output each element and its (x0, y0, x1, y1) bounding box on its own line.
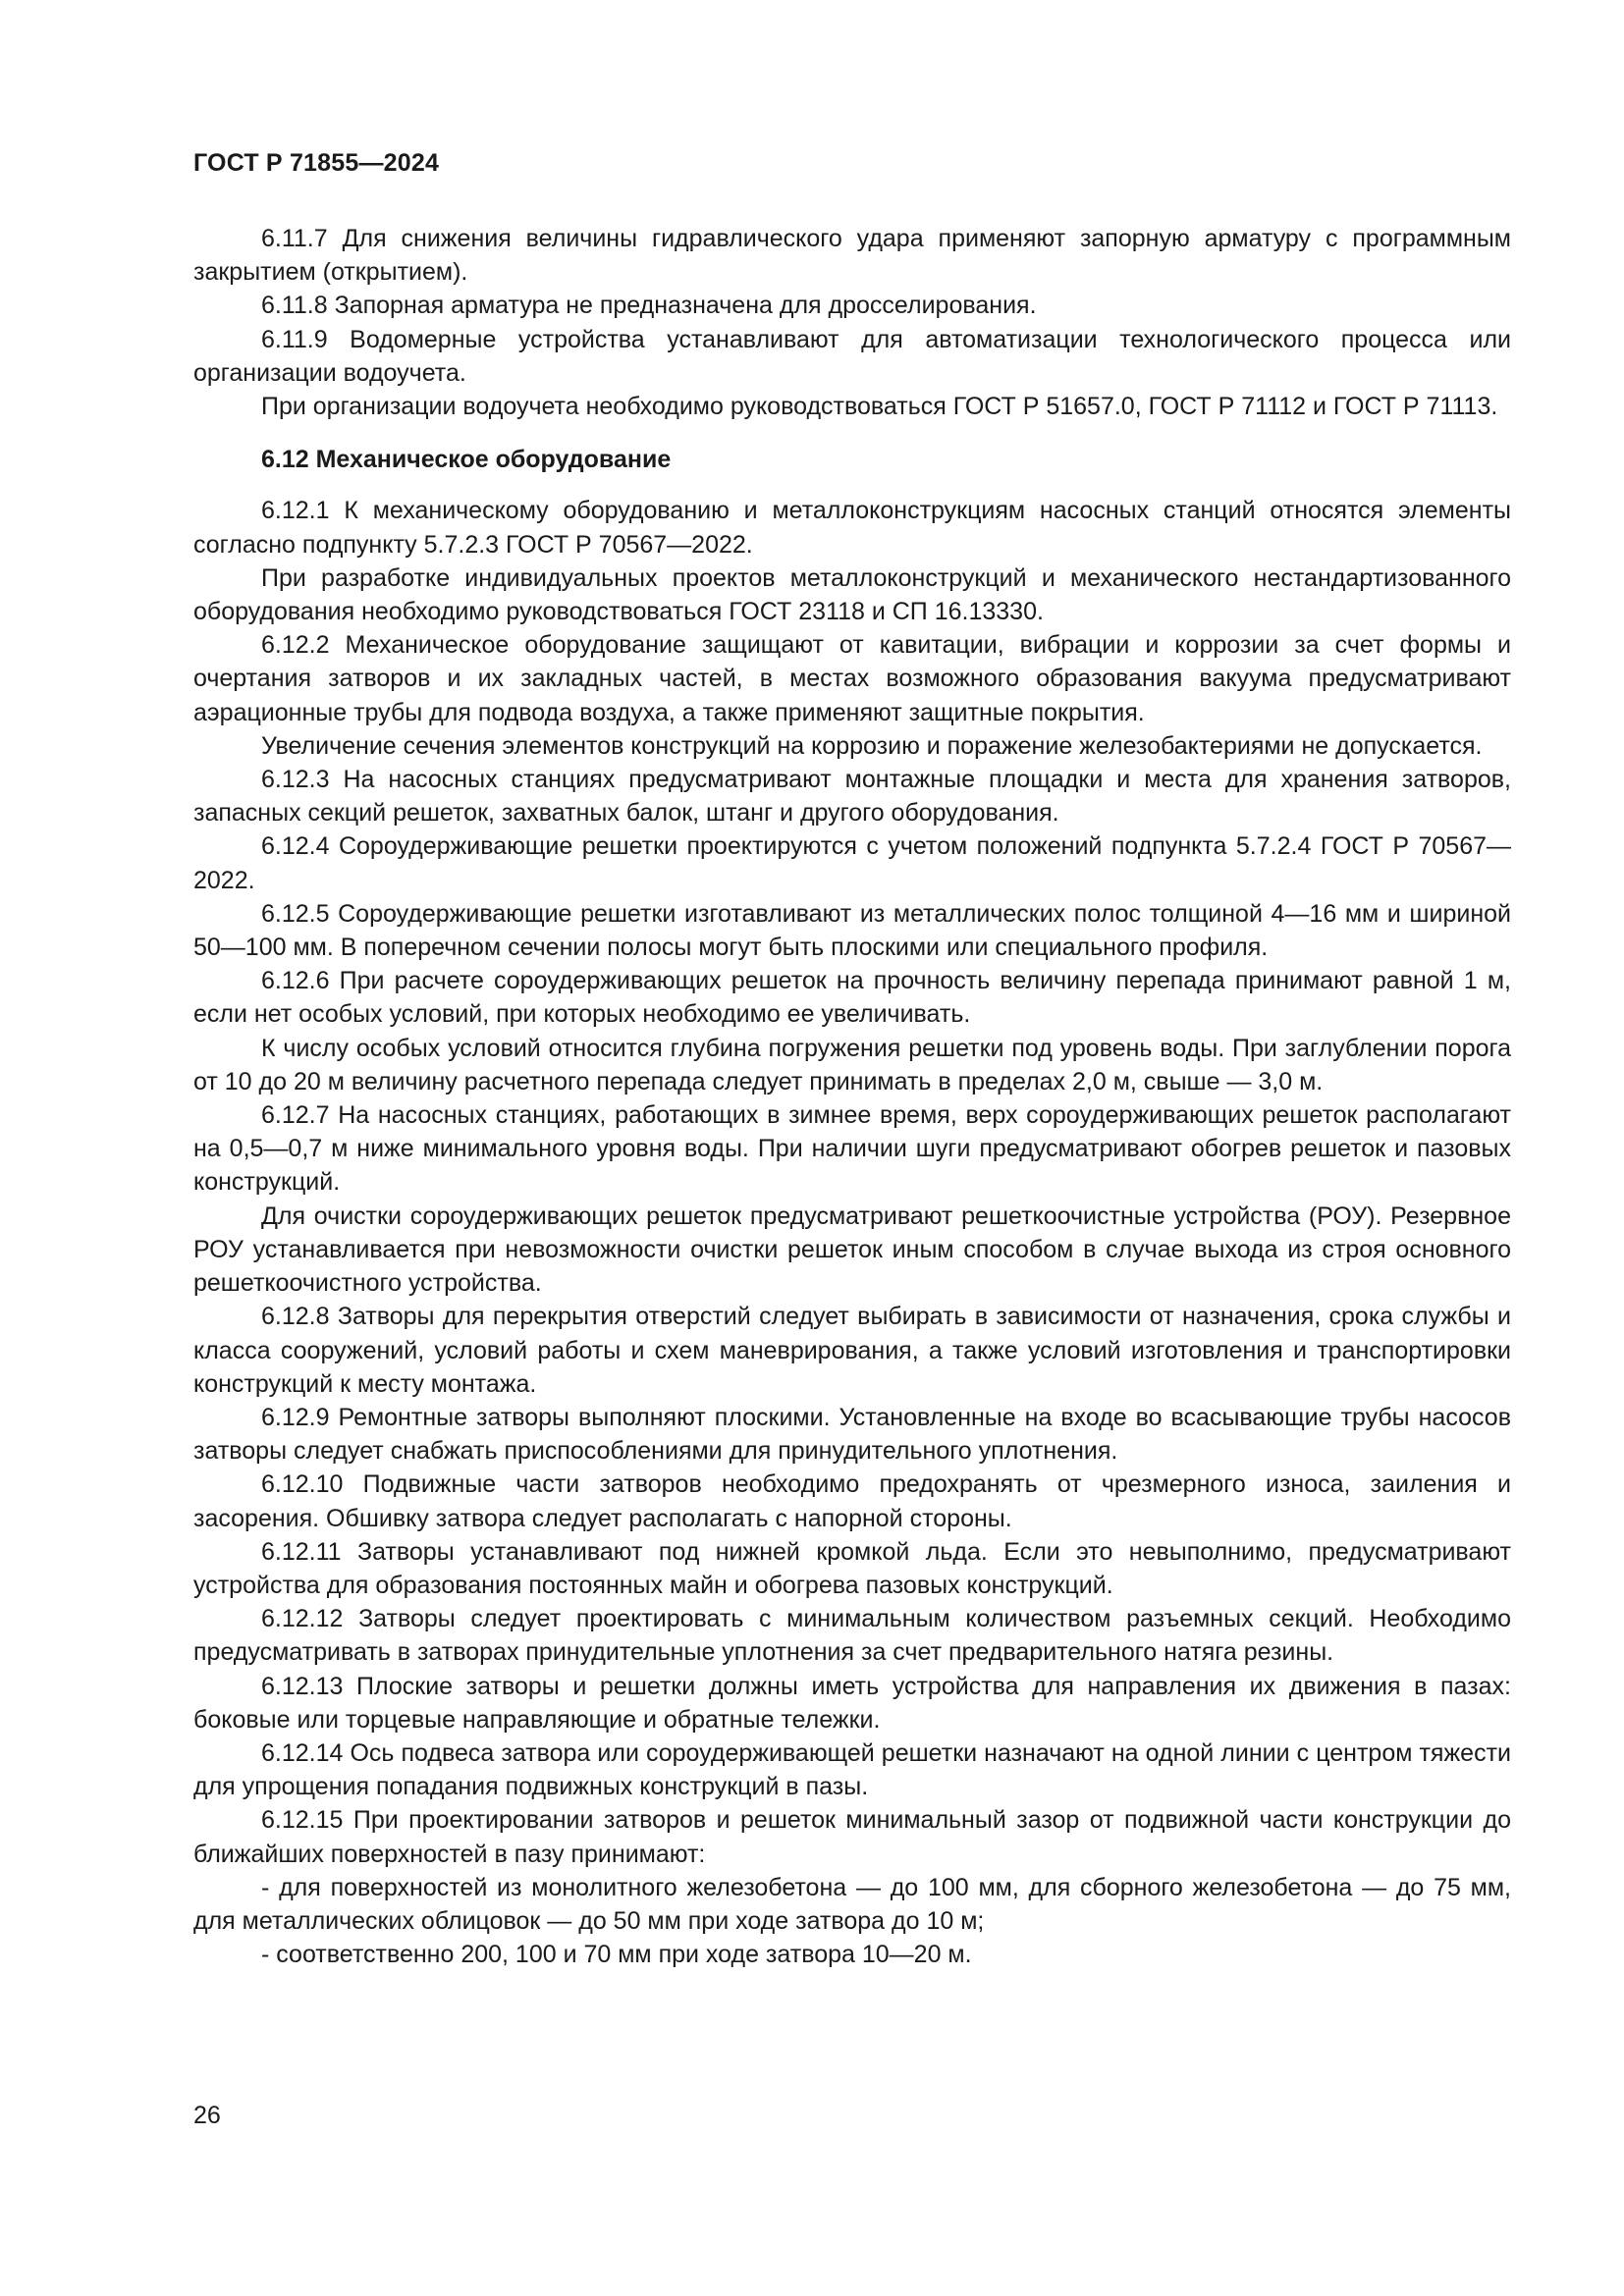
paragraph: 6.12.5 Сороудерживающие решетки изготавливают из металлических полос толщиной 4—16 мм и шириной 50—100 мм. В поперечном сечении полосы могут быть плоскими или специального профиля. (193, 899, 1511, 962)
paragraph: 6.12.8 Затворы для перекрытия отверстий следует выбирать в зависимости от назначения, срока службы и класса сооружений, условий работы и схем маневрирования, а также условий изготовления и транспортировки конструкций к месту монтажа. (193, 1303, 1511, 1398)
paragraph: 6.12.11 Затворы устанавливают под нижней кромкой льда. Если это невыполнимо, предусматривают устройства для образования постоянных майн и обогрева пазовых конструкций. (193, 1537, 1511, 1599)
paragraph: 6.12.1 К механическому оборудованию и металлоконструкциям насосных станций относятся элементы согласно подпункту 5.7.2.3 ГОСТ Р 70567—2022. (193, 497, 1511, 559)
paragraph: 6.12.15 При проектировании затворов и решеток минимальный зазор от подвижной части конструкции до ближайших поверхностей в пазу принимают: (193, 1806, 1511, 1868)
paragraph: 6.11.7 Для снижения величины гидравлического удара применяют запорную арматуру с программным закрытием (открытием). (193, 225, 1511, 287)
paragraph: При организации водоучета необходимо руководствоваться ГОСТ Р 51657.0, ГОСТ Р 71112 и ГОСТ Р 71113. (261, 393, 1498, 421)
paragraph: 6.12.6 При расчете сороудерживающих решеток на прочность величину перепада принимают равной 1 м, если нет особых условий, при которых необходимо ее увеличивать. (193, 967, 1511, 1029)
paragraph: 6.12.13 Плоские затворы и решетки должны иметь устройства для направления их движения в пазах: боковые или торцевые направляющие и обратные тележки. (193, 1672, 1511, 1734)
paragraph: 6.12.4 Сороудерживающие решетки проектируются с учетом положений подпункта 5.7.2.4 ГОСТ Р 70567—2022. (193, 832, 1511, 894)
paragraph: К числу особых условий относится глубина погружения решетки под уровень воды. При заглублении порога от 10 до 20 м величину расчетного перепада следует принимать в пределах 2,0 м, свыше — 3,0 м. (193, 1034, 1511, 1095)
paragraph: 6.12.7 На насосных станциях, работающих в зимнее время, верх сороудерживающих решеток располагают на 0,5—0,7 м ниже минимального уровня воды. При наличии шуги предусматривают обогрев решеток и пазовых конструкций. (193, 1101, 1511, 1197)
document-body (193, 222, 1511, 1971)
paragraph: 6.11.8 Запорная арматура не предназначена для дросселирования. (261, 292, 1037, 320)
paragraph: 6.12.10 Подвижные части затворов необходимо предохранять от чрезмерного износа, заиления и засорения. Обшивку затвора следует располагать с напорной стороны. (193, 1470, 1511, 1532)
paragraph: 6.12.2 Механическое оборудование защищают от кавитации, вибрации и коррозии за счет формы и очертания затворов и их закладных частей, в местах возможного образования вакуума предусматривают аэрационные трубы для подвода воздуха, а также применяют защитные покрытия. (193, 631, 1511, 726)
paragraph: Увеличение сечения элементов конструкций на коррозию и поражение железобактериями не допускается. (261, 731, 1483, 760)
page-number: 26 (193, 2102, 221, 2129)
list-item: - соответственно 200, 100 и 70 мм при ходе затвора 10—20 м. (261, 1941, 972, 1969)
list-item: - для поверхностей из монолитного железобетона — до 100 мм, для сборного железобетона — до 75 мм, для металлических облицовок — до 50 мм при ходе затвора до 10 м; (193, 1873, 1511, 1935)
paragraph: 6.12.9 Ремонтные затворы выполняют плоскими. Установленные на входе во всасывающие трубы насосов затворы следует снабжать приспособлениями для принудительного уплотнения. (193, 1403, 1511, 1466)
section-heading: 6.12 Механическое оборудование (261, 446, 672, 474)
paragraph: 6.11.9 Водомерные устройства устанавливают для автоматизации технологического процесса или организации водоучета. (193, 325, 1511, 387)
document-header: ГОСТ Р 71855—2024 (193, 149, 440, 177)
paragraph: 6.12.3 На насосных станциях предусматривают монтажные площадки и места для хранения затворов, запасных секций решеток, захватных балок, штанг и другого оборудования. (193, 766, 1511, 828)
paragraph: 6.12.14 Ось подвеса затвора или сороудерживающей решетки назначают на одной линии с центром тяжести для упрощения попадания подвижных конструкций в пазы. (193, 1738, 1511, 1801)
paragraph: При разработке индивидуальных проектов металлоконструкций и механического нестандартизованного оборудования необходимо руководствоваться ГОСТ 23118 и СП 16.13330. (193, 563, 1511, 626)
paragraph: 6.12.12 Затворы следует проектировать с минимальным количеством разъемных секций. Необходимо предусматривать в затворах принудительные уплотнения за счет предварительного натяга резины. (193, 1605, 1511, 1667)
paragraph: Для очистки сороудерживающих решеток предусматривают решеткоочистные устройства (РОУ). Резервное РОУ устанавливается при невозможности очистки решеток иным способом в случае выхода из строя основного решеткоочистного устройства. (193, 1201, 1511, 1298)
